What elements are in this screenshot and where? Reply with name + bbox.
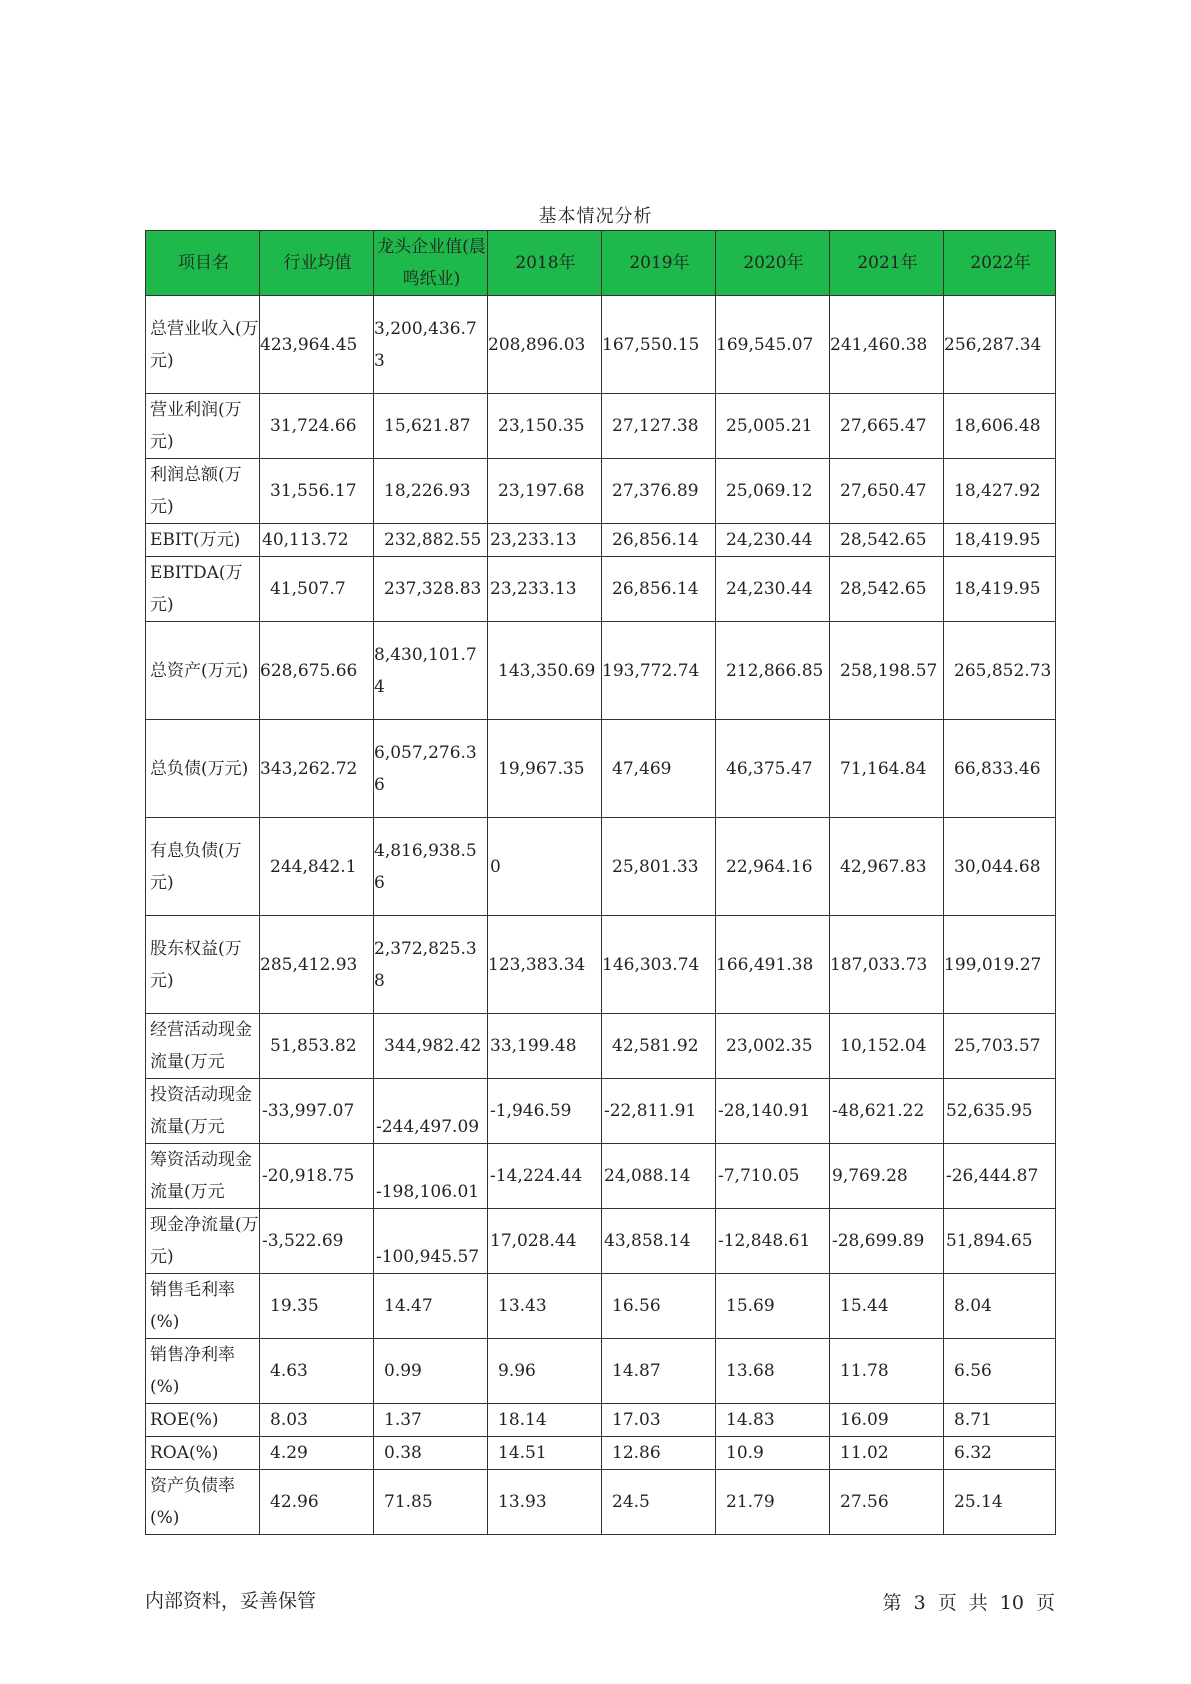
table-cell: -100,945.57 bbox=[374, 1209, 488, 1274]
table-row bbox=[146, 1079, 1056, 1144]
table-cell: 15.44 bbox=[830, 1274, 944, 1339]
table-cell: -28,699.89 bbox=[830, 1209, 944, 1274]
row-label: 股东权益(万元) bbox=[146, 916, 260, 1014]
table-cell: -22,811.91 bbox=[602, 1079, 716, 1144]
table-cell: -3,522.69 bbox=[260, 1209, 374, 1274]
table-cell: 9.96 bbox=[488, 1339, 602, 1404]
table-cell: 256,287.34 bbox=[944, 296, 1056, 394]
table-cell: 285,412.93 bbox=[260, 916, 374, 1014]
table-cell: 232,882.55 bbox=[374, 524, 488, 557]
table-row bbox=[146, 394, 1056, 459]
table-cell: 24,088.14 bbox=[602, 1144, 716, 1209]
table-cell: 8,430,101.74 bbox=[374, 622, 488, 720]
row-label: 资产负债率(%) bbox=[146, 1470, 260, 1535]
table-cell: 4,816,938.56 bbox=[374, 818, 488, 916]
table-cell: 14.51 bbox=[488, 1437, 602, 1470]
table-cell: -28,140.91 bbox=[716, 1079, 830, 1144]
header-2021: 2021年 bbox=[830, 231, 944, 296]
table-row bbox=[146, 1339, 1056, 1404]
table-cell: 24,230.44 bbox=[716, 524, 830, 557]
table-cell: 18,606.48 bbox=[944, 394, 1056, 459]
table-cell: 18.14 bbox=[488, 1404, 602, 1437]
table-cell: 18,419.95 bbox=[944, 524, 1056, 557]
page-number: 第 3 页 共 10 页 bbox=[882, 1592, 1055, 1614]
table-cell: 212,866.85 bbox=[716, 622, 830, 720]
table-row bbox=[146, 1144, 1056, 1209]
table-cell: 66,833.46 bbox=[944, 720, 1056, 818]
table-cell: 6.56 bbox=[944, 1339, 1056, 1404]
table-row bbox=[146, 1437, 1056, 1470]
row-label: 总资产(万元) bbox=[146, 622, 260, 720]
header-2022: 2022年 bbox=[944, 231, 1056, 296]
table-cell: 13.93 bbox=[488, 1470, 602, 1535]
table-row bbox=[146, 1014, 1056, 1079]
table-cell: 4.29 bbox=[260, 1437, 374, 1470]
table-cell: 8.71 bbox=[944, 1404, 1056, 1437]
table-cell: 23,233.13 bbox=[488, 524, 602, 557]
table-cell: 14.87 bbox=[602, 1339, 716, 1404]
table-cell: 43,858.14 bbox=[602, 1209, 716, 1274]
header-industry-avg: 行业均值 bbox=[260, 231, 374, 296]
table-cell: 26,856.14 bbox=[602, 557, 716, 622]
table-cell: 22,964.16 bbox=[716, 818, 830, 916]
table-cell: 28,542.65 bbox=[830, 557, 944, 622]
table-cell: 42,581.92 bbox=[602, 1014, 716, 1079]
table-cell: 23,150.35 bbox=[488, 394, 602, 459]
row-label: 营业利润(万元) bbox=[146, 394, 260, 459]
table-cell: 146,303.74 bbox=[602, 916, 716, 1014]
header-2018: 2018年 bbox=[488, 231, 602, 296]
table-cell: 17,028.44 bbox=[488, 1209, 602, 1274]
table-cell: 14.83 bbox=[716, 1404, 830, 1437]
table-cell: 23,197.68 bbox=[488, 459, 602, 524]
table-cell: 8.03 bbox=[260, 1404, 374, 1437]
row-label: 有息负债(万元) bbox=[146, 818, 260, 916]
table-cell: 25,069.12 bbox=[716, 459, 830, 524]
table-cell: 30,044.68 bbox=[944, 818, 1056, 916]
row-label: 销售净利率(%) bbox=[146, 1339, 260, 1404]
table-cell: -20,918.75 bbox=[260, 1144, 374, 1209]
table-cell: 52,635.95 bbox=[944, 1079, 1056, 1144]
table-cell: 19.35 bbox=[260, 1274, 374, 1339]
table-cell: 41,507.7 bbox=[260, 557, 374, 622]
table-cell: 23,002.35 bbox=[716, 1014, 830, 1079]
table-cell: 24,230.44 bbox=[716, 557, 830, 622]
table-cell: 18,427.92 bbox=[944, 459, 1056, 524]
table-cell: 199,019.27 bbox=[944, 916, 1056, 1014]
table-cell: -198,106.01 bbox=[374, 1144, 488, 1209]
table-cell: 11.02 bbox=[830, 1437, 944, 1470]
table-cell: 123,383.34 bbox=[488, 916, 602, 1014]
table-cell: 31,724.66 bbox=[260, 394, 374, 459]
table-cell: 42,967.83 bbox=[830, 818, 944, 916]
table-row bbox=[146, 459, 1056, 524]
table-cell: -1,946.59 bbox=[488, 1079, 602, 1144]
row-label: 总负债(万元) bbox=[146, 720, 260, 818]
table-caption: 基本情况分析 bbox=[538, 206, 653, 227]
table-cell: 21.79 bbox=[716, 1470, 830, 1535]
table-cell: -14,224.44 bbox=[488, 1144, 602, 1209]
table-cell: 71.85 bbox=[374, 1470, 488, 1535]
table-cell: 25,801.33 bbox=[602, 818, 716, 916]
table-cell: -26,444.87 bbox=[944, 1144, 1056, 1209]
table-cell: 18,226.93 bbox=[374, 459, 488, 524]
table-row bbox=[146, 1274, 1056, 1339]
row-label: ROA(%) bbox=[146, 1437, 260, 1470]
table-cell: 16.09 bbox=[830, 1404, 944, 1437]
row-label: EBITDA(万元) bbox=[146, 557, 260, 622]
table-cell: 71,164.84 bbox=[830, 720, 944, 818]
table-cell: 0.99 bbox=[374, 1339, 488, 1404]
table-cell: 265,852.73 bbox=[944, 622, 1056, 720]
table-row bbox=[146, 720, 1056, 818]
row-label: 筹资活动现金流量(万元 bbox=[146, 1144, 260, 1209]
header-2020: 2020年 bbox=[716, 231, 830, 296]
table-cell: 628,675.66 bbox=[260, 622, 374, 720]
table-cell: 17.03 bbox=[602, 1404, 716, 1437]
table-cell: 25.14 bbox=[944, 1470, 1056, 1535]
table-cell: 26,856.14 bbox=[602, 524, 716, 557]
table-cell: 25,703.57 bbox=[944, 1014, 1056, 1079]
table-cell: 143,350.69 bbox=[488, 622, 602, 720]
table-cell: -33,997.07 bbox=[260, 1079, 374, 1144]
table-cell: 0.38 bbox=[374, 1437, 488, 1470]
table-cell: -48,621.22 bbox=[830, 1079, 944, 1144]
table-cell: 47,469 bbox=[602, 720, 716, 818]
row-label: ROE(%) bbox=[146, 1404, 260, 1437]
table-cell: -12,848.61 bbox=[716, 1209, 830, 1274]
table-cell: 4.63 bbox=[260, 1339, 374, 1404]
footer-confidential-note: 内部资料，妥善保管 bbox=[145, 1590, 317, 1612]
table-row bbox=[146, 524, 1056, 557]
table-cell: 19,967.35 bbox=[488, 720, 602, 818]
table-cell: 13.68 bbox=[716, 1339, 830, 1404]
table-row bbox=[146, 818, 1056, 916]
row-label: 销售毛利率(%) bbox=[146, 1274, 260, 1339]
table-cell: 10.9 bbox=[716, 1437, 830, 1470]
header-item-name: 项目名 bbox=[146, 231, 260, 296]
table-cell: 40,113.72 bbox=[260, 524, 374, 557]
table-cell: 2,372,825.38 bbox=[374, 916, 488, 1014]
table-cell: 3,200,436.73 bbox=[374, 296, 488, 394]
table-row bbox=[146, 622, 1056, 720]
table-cell: 27,650.47 bbox=[830, 459, 944, 524]
table-cell: 28,542.65 bbox=[830, 524, 944, 557]
table-cell: 11.78 bbox=[830, 1339, 944, 1404]
table-cell: 51,853.82 bbox=[260, 1014, 374, 1079]
table-row bbox=[146, 557, 1056, 622]
row-label: 现金净流量(万元) bbox=[146, 1209, 260, 1274]
table-cell: 244,842.1 bbox=[260, 818, 374, 916]
table-cell: -7,710.05 bbox=[716, 1144, 830, 1209]
table-cell: 14.47 bbox=[374, 1274, 488, 1339]
table-cell: 25,005.21 bbox=[716, 394, 830, 459]
row-label: 总营业收入(万元) bbox=[146, 296, 260, 394]
table-cell: 18,419.95 bbox=[944, 557, 1056, 622]
table-cell: 237,328.83 bbox=[374, 557, 488, 622]
table-cell: 33,199.48 bbox=[488, 1014, 602, 1079]
table-cell: 167,550.15 bbox=[602, 296, 716, 394]
table-row bbox=[146, 296, 1056, 394]
table-cell: 31,556.17 bbox=[260, 459, 374, 524]
table-cell: 10,152.04 bbox=[830, 1014, 944, 1079]
financial-table bbox=[145, 230, 1056, 1535]
table-cell: 343,262.72 bbox=[260, 720, 374, 818]
row-label: 投资活动现金流量(万元 bbox=[146, 1079, 260, 1144]
table-cell: 8.04 bbox=[944, 1274, 1056, 1339]
table-cell: 46,375.47 bbox=[716, 720, 830, 818]
table-cell: 15.69 bbox=[716, 1274, 830, 1339]
table-cell: 12.86 bbox=[602, 1437, 716, 1470]
row-label: 经营活动现金流量(万元 bbox=[146, 1014, 260, 1079]
header-leader-value: 龙头企业值(晨鸣纸业) bbox=[374, 231, 488, 296]
table-cell: 24.5 bbox=[602, 1470, 716, 1535]
header-2019: 2019年 bbox=[602, 231, 716, 296]
table-cell: 6.32 bbox=[944, 1437, 1056, 1470]
row-label: 利润总额(万元) bbox=[146, 459, 260, 524]
table-cell: 15,621.87 bbox=[374, 394, 488, 459]
table-cell: 193,772.74 bbox=[602, 622, 716, 720]
table-cell: 187,033.73 bbox=[830, 916, 944, 1014]
row-label: EBIT(万元) bbox=[146, 524, 260, 557]
table-row bbox=[146, 1404, 1056, 1437]
table-row bbox=[146, 1470, 1056, 1535]
table-cell: 6,057,276.36 bbox=[374, 720, 488, 818]
table-cell: 0 bbox=[488, 818, 602, 916]
table-cell: 344,982.42 bbox=[374, 1014, 488, 1079]
table-cell: 9,769.28 bbox=[830, 1144, 944, 1209]
table-cell: 27.56 bbox=[830, 1470, 944, 1535]
table-cell: 27,665.47 bbox=[830, 394, 944, 459]
table-cell: 13.43 bbox=[488, 1274, 602, 1339]
table-row bbox=[146, 916, 1056, 1014]
table-cell: 258,198.57 bbox=[830, 622, 944, 720]
table-cell: 51,894.65 bbox=[944, 1209, 1056, 1274]
table-cell: 423,964.45 bbox=[260, 296, 374, 394]
table-header-row bbox=[146, 231, 1056, 296]
table-cell: 208,896.03 bbox=[488, 296, 602, 394]
table-cell: 27,376.89 bbox=[602, 459, 716, 524]
table-cell: -244,497.09 bbox=[374, 1079, 488, 1144]
table-cell: 1.37 bbox=[374, 1404, 488, 1437]
table-cell: 27,127.38 bbox=[602, 394, 716, 459]
table-row bbox=[146, 1209, 1056, 1274]
table-cell: 16.56 bbox=[602, 1274, 716, 1339]
table-cell: 166,491.38 bbox=[716, 916, 830, 1014]
table-cell: 23,233.13 bbox=[488, 557, 602, 622]
table-cell: 169,545.07 bbox=[716, 296, 830, 394]
table-cell: 241,460.38 bbox=[830, 296, 944, 394]
table-cell: 42.96 bbox=[260, 1470, 374, 1535]
